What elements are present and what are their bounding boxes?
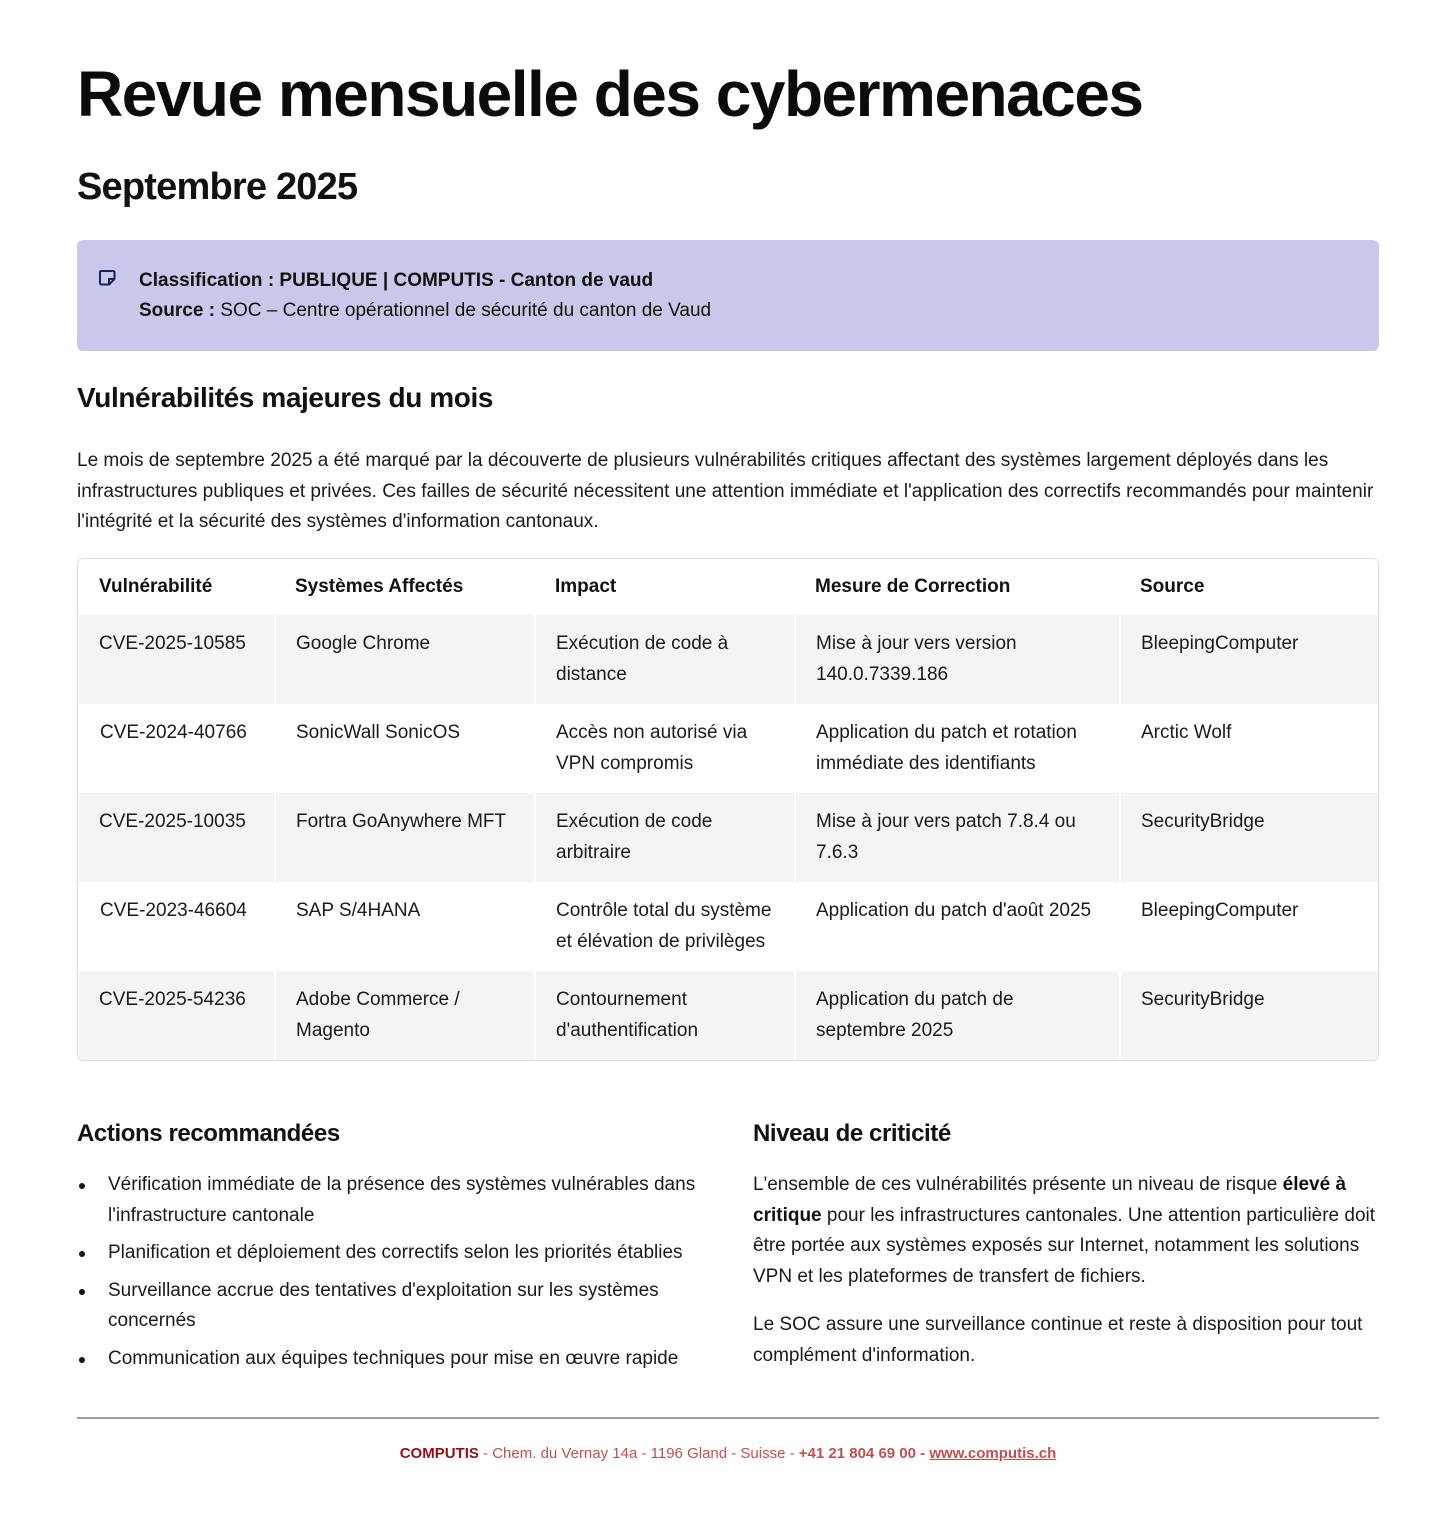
soc-paragraph: Le SOC assure une surveillance continue et reste à disposition pour tout complément d'information. (753, 1314, 1363, 1366)
vulnerabilities-table-container (77, 558, 1379, 1061)
table-row (79, 704, 1378, 793)
footer-phone: +41 21 804 69 00 - (798, 1445, 930, 1462)
footer (77, 1443, 1379, 1465)
table-cell-cve: CVE-2024-40766 (79, 704, 275, 793)
section-title-criticity: Niveau de criticité (753, 1120, 951, 1147)
list-item: Communication aux équipes techniques pour mise en œuvre rapide (77, 1344, 717, 1375)
section-title-actions: Actions recommandées (77, 1120, 340, 1147)
list-item: Vérification immédiate de la présence des systèmes vulnérables dans l'infrastructure cantonale (77, 1170, 717, 1231)
table-cell-fix: Application du patch de septembre 2025 (795, 971, 1120, 1060)
list-item: Planification et déploiement des correctifs selon les priorités établies (77, 1238, 717, 1269)
table-cell-impact: Contournement d'authentification (535, 971, 795, 1060)
criticity-level: élevé à critique (753, 1174, 1347, 1226)
table-cell-cve: CVE-2023-46604 (79, 882, 275, 971)
page-subtitle: Septembre 2025 (77, 166, 358, 208)
sticky-note-icon (97, 268, 117, 288)
table-row (79, 793, 1378, 882)
table-cell-system: SonicWall SonicOS (275, 704, 535, 793)
recommended-actions-section (77, 1114, 717, 1381)
actions-list (77, 1170, 717, 1374)
table-cell-fix: Mise à jour vers version 140.0.7339.186 (795, 615, 1120, 704)
classification-callout (77, 240, 1379, 351)
table-cell-source: Arctic Wolf (1120, 704, 1378, 793)
table-cell-system: Fortra GoAnywhere MFT (275, 793, 535, 882)
table-header-row (79, 559, 1378, 615)
page-title: Revue mensuelle des cybermenaces (77, 58, 1143, 130)
table-cell-fix: Mise à jour vers patch 7.8.4 ou 7.6.3 (795, 793, 1120, 882)
footer-address: - Chem. du Vernay 14a - 1196 Gland - Suisse - (478, 1445, 799, 1462)
column-header: Source (1120, 559, 1378, 615)
table-cell-cve: CVE-2025-54236 (79, 971, 275, 1060)
classification-label: Classification : PUBLIQUE | COMPUTIS - Canton de vaud (139, 270, 654, 291)
footer-website-link[interactable]: www.computis.ch (929, 1445, 1057, 1462)
table-cell-system: Google Chrome (275, 615, 535, 704)
column-header: Mesure de Correction (795, 559, 1120, 615)
table-cell-impact: Accès non autorisé via VPN compromis (535, 704, 795, 793)
table-cell-source: SecurityBridge (1120, 971, 1378, 1060)
column-header: Vulnérabilité (79, 559, 275, 615)
list-item: Surveillance accrue des tentatives d'exploitation sur les systèmes concernés (77, 1276, 717, 1337)
table-cell-system: Adobe Commerce / Magento (275, 971, 535, 1060)
table-cell-cve: CVE-2025-10585 (79, 615, 275, 704)
criticity-text-before: L'ensemble de ces vulnérabilités présente un niveau de risque (753, 1174, 1283, 1195)
source-value: SOC – Centre opérationnel de sécurité du canton de Vaud (215, 300, 712, 321)
column-header: Impact (535, 559, 795, 615)
table-cell-fix: Application du patch d'août 2025 (795, 882, 1120, 971)
table-cell-fix: Application du patch et rotation immédiate des identifiants (795, 704, 1120, 793)
vulnerabilities-table (78, 559, 1378, 1060)
criticity-paragraph (753, 1170, 1381, 1292)
section-title-vulnerabilities: Vulnérabilités majeures du mois (77, 382, 494, 413)
table-row (79, 971, 1378, 1060)
table-row (79, 615, 1378, 704)
table-cell-impact: Exécution de code à distance (535, 615, 795, 704)
table-cell-source: SecurityBridge (1120, 793, 1378, 882)
table-cell-impact: Exécution de code arbitraire (535, 793, 795, 882)
footer-brand: COMPUTIS (399, 1445, 479, 1462)
intro-paragraph: Le mois de septembre 2025 a été marqué par la découverte de plusieurs vulnérabilités critiques affectant des systèmes largement déployés dans les infrastructures publiques et privées. Ces failles de sécurité nécessitent une attention immédiate et l'application des correctifs recommandés pour maintenir l'intégrité et la sécurité des systèmes d'information cantonaux. (77, 450, 1374, 532)
callout-text (139, 266, 711, 326)
column-header: Systèmes Affectés (275, 559, 535, 615)
table-cell-cve: CVE-2025-10035 (79, 793, 275, 882)
source-label: Source : (139, 300, 216, 321)
footer-divider (77, 1417, 1379, 1419)
table-cell-source: BleepingComputer (1120, 615, 1378, 704)
table-row (79, 882, 1378, 971)
table-cell-impact: Contrôle total du système et élévation de privilèges (535, 882, 795, 971)
criticity-text-after: pour les infrastructures cantonales. Une attention particulière doit être portée aux systèmes exposés sur Internet, notamment les solutions VPN et les plateformes de transfert de fichiers. (753, 1204, 1376, 1287)
table-cell-source: BleepingComputer (1120, 882, 1378, 971)
table-cell-system: SAP S/4HANA (275, 882, 535, 971)
criticity-section (753, 1114, 1381, 1371)
